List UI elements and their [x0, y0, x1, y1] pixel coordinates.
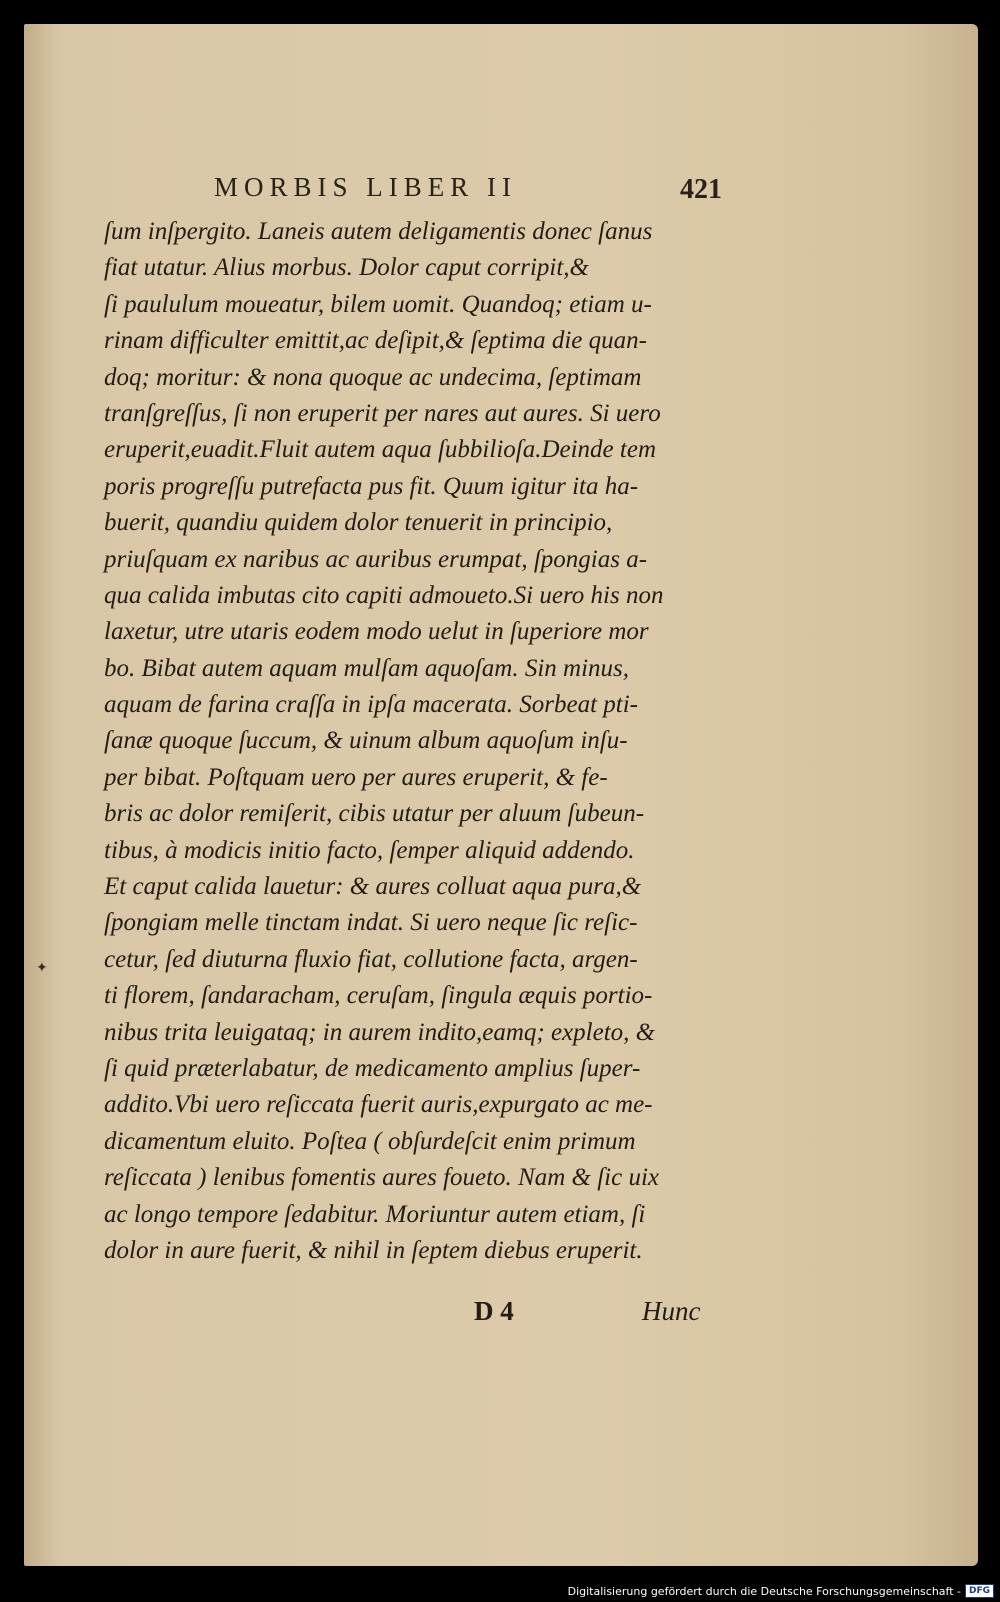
text-line: priuſquam ex naribus ac auribus erumpat, ſpongias a-: [104, 545, 648, 573]
running-head: MORBIS LIBER II: [214, 172, 518, 202]
text-line: laxetur, utre utaris eodem modo uelut in ſuperiore mor: [104, 618, 649, 646]
text-line: aquam de farina craſſa in ipſa macerata. Sorbeat pti-: [104, 691, 638, 719]
text-line: ti florem, ſandaracham, ceruſam, ſingula æquis portio-: [104, 982, 653, 1010]
text-line: ſpongiam melle tinctam indat. Si uero neque ſic reſic-: [104, 909, 638, 937]
text-line: qua calida imbutas cito capiti admoueto.Si uero his non: [104, 581, 664, 609]
text-line: dicamentum eluito. Poſtea ( obſurdeſcit enim primum: [104, 1127, 636, 1155]
text-line: eruperit,euadit.Fluit autem aqua ſubbilioſa.Deinde tem: [104, 436, 657, 464]
catchword: Hunc: [642, 1296, 701, 1326]
text-line: reſiccata ) lenibus fomentis aures foueto. Nam & ſic uix: [104, 1164, 660, 1192]
text-line: ſi quid præterlabatur, de medicamento amplius ſuper-: [104, 1054, 641, 1082]
body-text: [104, 214, 754, 1269]
text-line: tranſgreſſus, ſi non eruperit per nares aut aures. Si uero: [104, 399, 661, 427]
text-line: addito.Vbi uero reſiccata fuerit auris,expurgato ac me-: [104, 1091, 653, 1119]
text-line: fiat utatur. Alius morbus. Dolor caput corripit,&: [104, 254, 589, 282]
credit-text: Digitalisierung gefördert durch die Deutsche Forschungsgemeinschaft -: [567, 1584, 961, 1598]
text-line: per bibat. Poſtquam uero per aures eruperit, & fe-: [104, 763, 608, 791]
text-line: poris progreſſu putrefacta pus fit. Quum igitur ita ha-: [104, 472, 639, 500]
digitization-credit: [568, 1584, 994, 1598]
page-footer: [104, 1296, 744, 1336]
text-line: doq; moritur: & nona quoque ac undecima, ſeptimam: [104, 363, 642, 391]
text-line: rinam difficulter emittit,ac deſipit,& ſeptima die quan-: [104, 327, 647, 355]
book-page: [24, 24, 978, 1566]
text-line: buerit, quandiu quidem dolor tenuerit in principio,: [104, 509, 613, 537]
text-line: ſum inſpergito. Laneis autem deligamentis donec ſanus: [104, 218, 653, 245]
text-line: ac longo tempore ſedabitur. Moriuntur autem etiam, ſi: [104, 1200, 646, 1228]
dfg-logo: DFG: [965, 1584, 994, 1598]
text-line: bo. Bibat autem aquam mulſam aquoſam. Sin minus,: [104, 654, 629, 682]
text-line: tibus, à modicis initio facto, ſemper aliquid addendo.: [104, 836, 635, 864]
margin-mark-icon: ✦: [36, 960, 48, 976]
text-line: bris ac dolor remiſerit, cibis utatur per aluum ſubeun-: [104, 800, 645, 828]
text-line: ſanæ quoque ſuccum, & uinum album aquoſum inſu-: [104, 727, 628, 755]
text-line: cetur, ſed diuturna fluxio fiat, collutione facta, argen-: [104, 945, 638, 973]
text-line: Et caput calida lauetur: & aures colluat aqua pura,&: [104, 873, 642, 901]
signature-mark: D 4: [474, 1296, 514, 1326]
text-line: dolor in aure fuerit, & nihil in ſeptem diebus eruperit.: [104, 1236, 643, 1264]
text-line: nibus trita leuigataq; in aurem indito,eamq; expleto, &: [104, 1018, 656, 1046]
text-line: ſi paululum moueatur, bilem uomit. Quandoq; etiam u-: [104, 290, 652, 318]
page-number: 421: [680, 174, 722, 205]
